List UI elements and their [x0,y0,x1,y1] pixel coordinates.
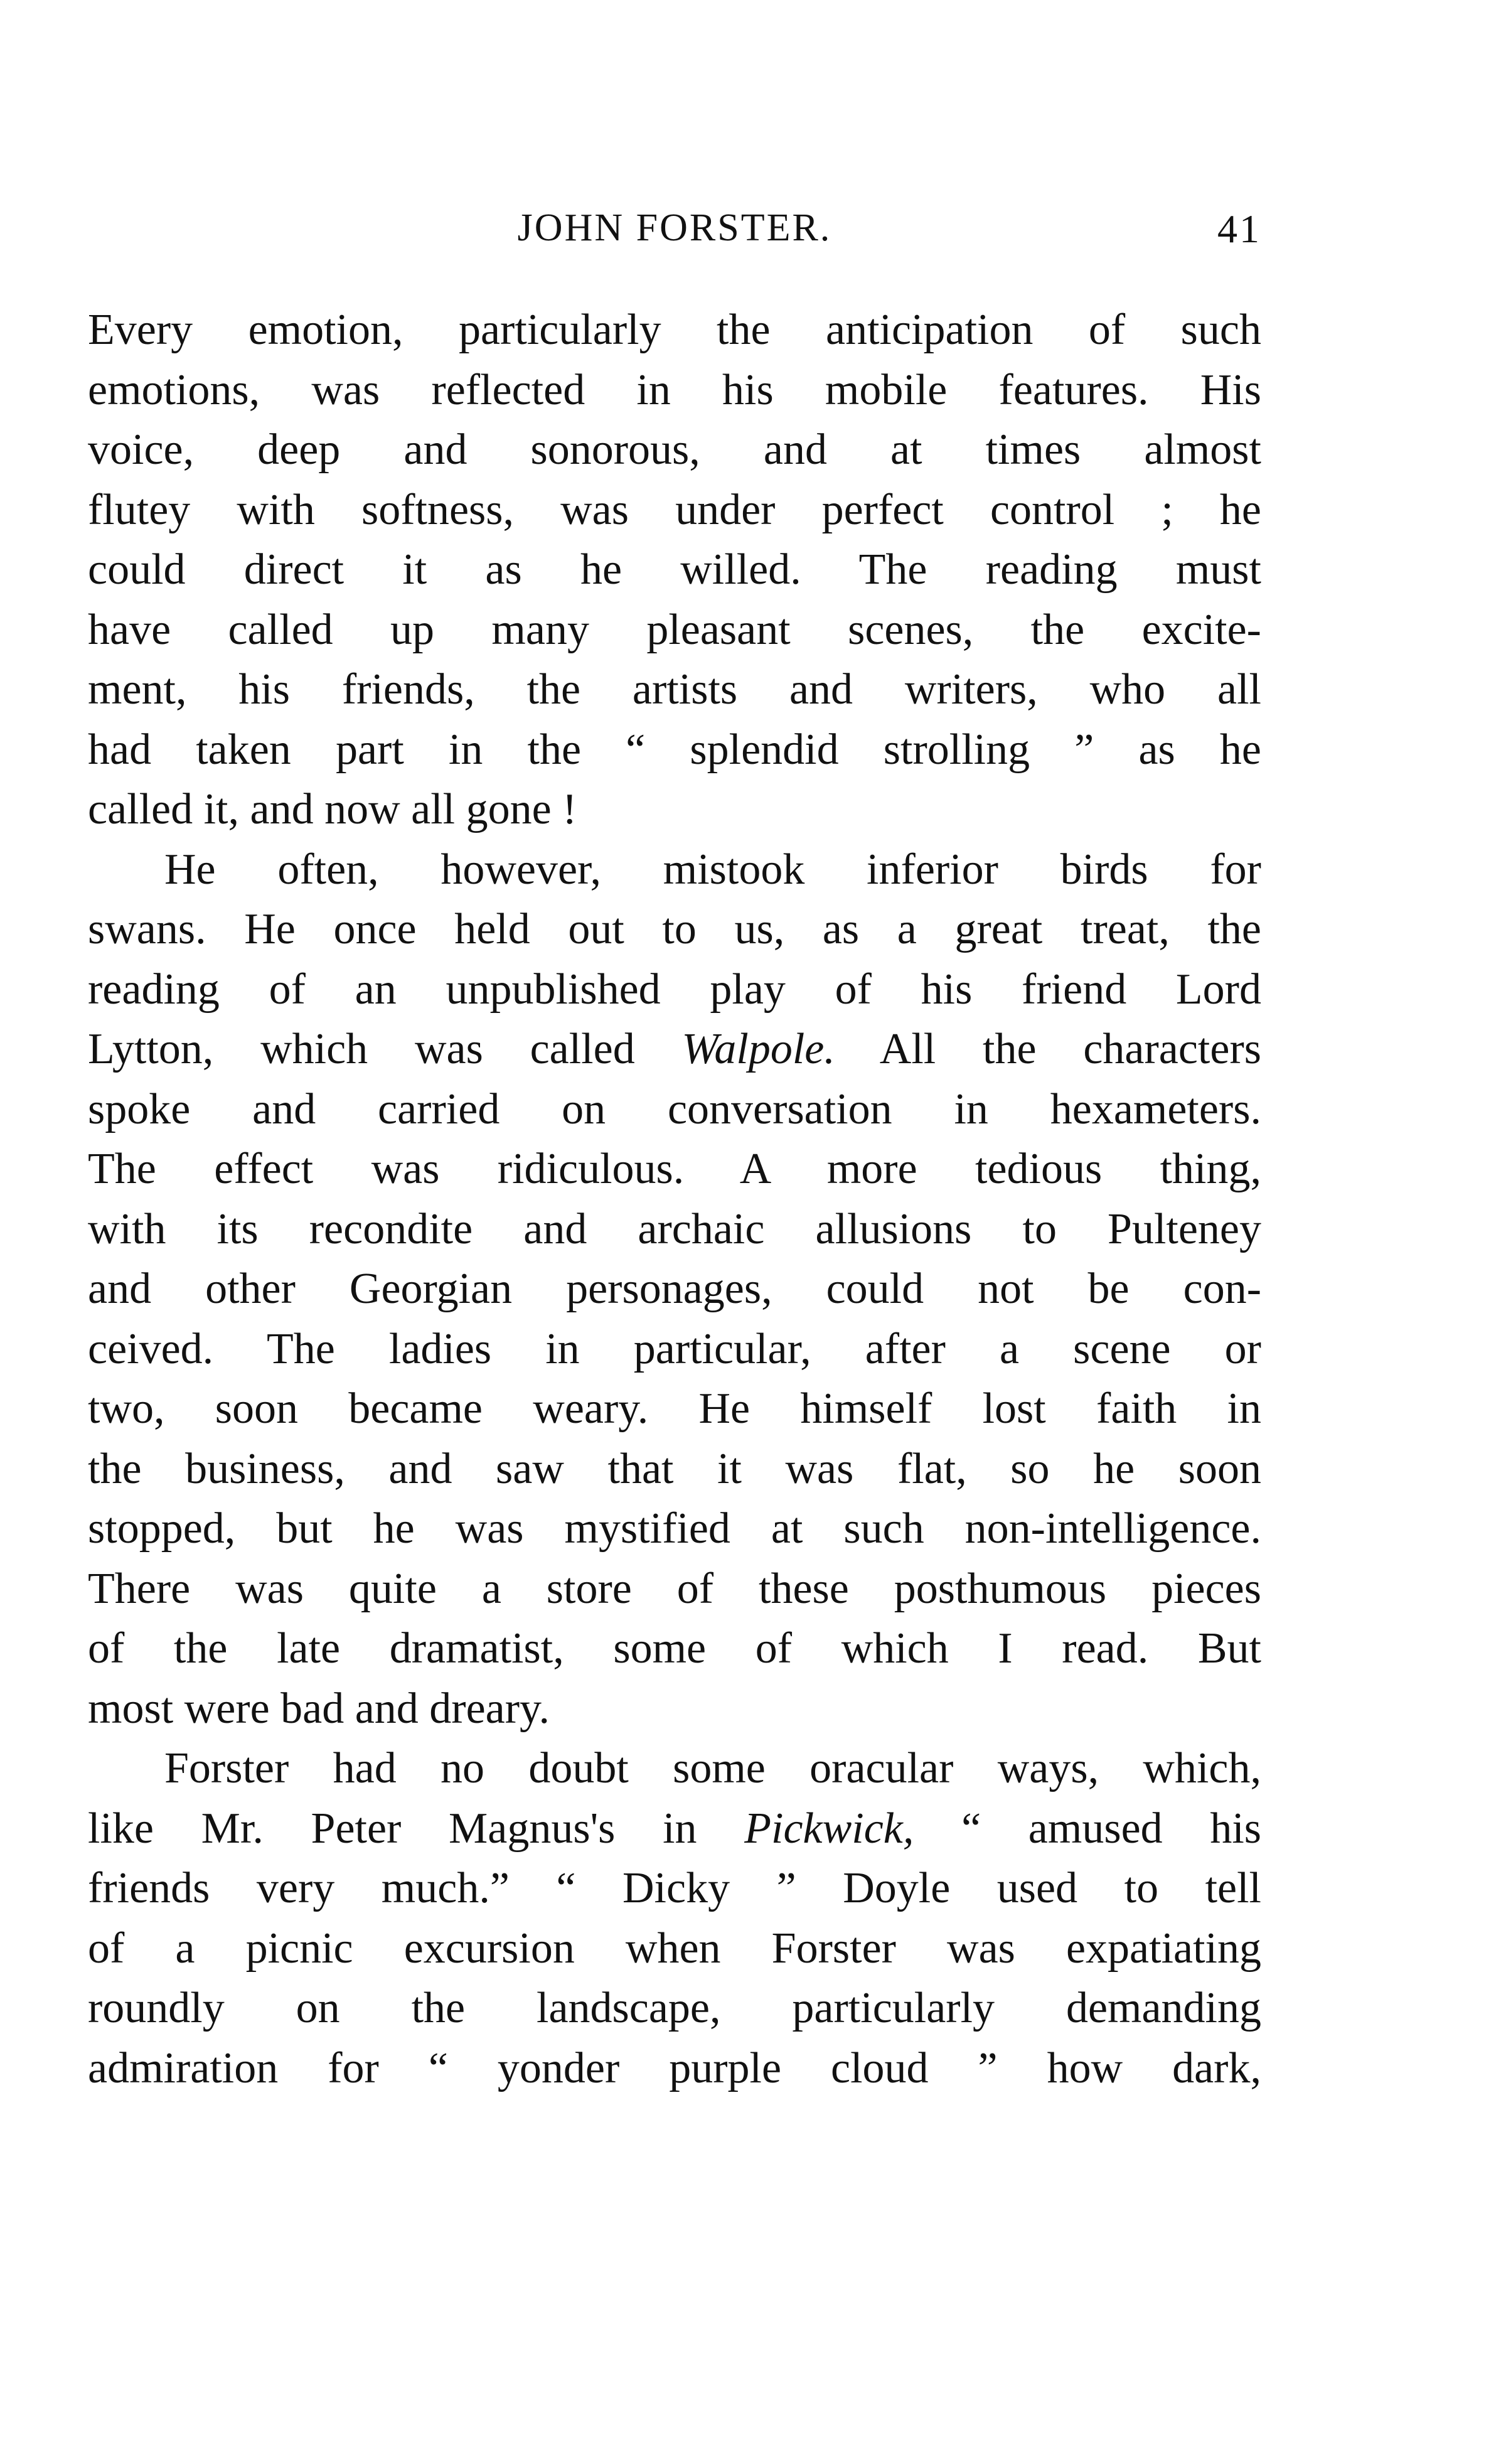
text-line [88,1799,1261,1859]
text-line: had taken part in the “ splendid strolling ” as he [88,725,1261,774]
text-line: of a picnic excursion when Forster was expatiating [88,1924,1261,1973]
text-line: with its recondite and archaic allusions to Pulteney [88,1204,1261,1253]
text-line: called it, and now all gone ! [88,785,577,833]
text-line: swans. He once held out to us, as a great treat, the [88,905,1261,953]
text-line: the business, and saw that it was flat, so he soon [88,1444,1261,1493]
text-line: voice, deep and sonorous, and at times almost [88,426,1261,474]
text-line: two, soon became weary. He himself lost faith in [88,1385,1261,1433]
text-segment: “ amused his [961,1804,1261,1853]
text-line: emotions, was reflected in his mobile features. His [88,365,1261,414]
text-line: friends very much.” “ Dicky ” Doyle used to tell [88,1864,1261,1912]
text-line: and other Georgian personages, could not be con- [88,1265,1261,1313]
text-segment: Lytton, which was called [88,1025,635,1073]
page-number: 41 [1217,206,1261,251]
text-line: ceived. The ladies in particular, after a scene or [88,1324,1261,1373]
text-line: Every emotion, particularly the anticipation of such [88,306,1261,354]
text-line: most were bad and dreary. [88,1684,550,1733]
text-segment: All the characters [879,1025,1261,1073]
text-line: of the late dramatist, some of which I read. But [88,1624,1261,1673]
running-title: JOHN FORSTER. [517,206,832,249]
text-line: could direct it as he willed. The reading must [88,545,1261,594]
text-line: roundly on the landscape, particularly demanding [88,1984,1261,2032]
text-line: flutey with softness, was under perfect control ; he [88,485,1261,534]
play-title: Walpole. [681,1025,835,1073]
running-head [88,206,1261,256]
text-line: Forster had no doubt some oracular ways, which, [164,1744,1261,1792]
text-line: There was quite a store of these posthumous pieces [88,1564,1261,1613]
text-line: reading of an unpublished play of his friend Lord [88,965,1261,1014]
text-line: have called up many pleasant scenes, the excite- [88,605,1261,654]
text-line [88,1019,1261,1079]
book-title: Pickwick, [744,1804,914,1853]
text-line: spoke and carried on conversation in hexameters. [88,1085,1261,1133]
text-segment: like Mr. Peter Magnus's in [88,1804,697,1853]
text-line: admiration for “ yonder purple cloud ” how dark, [88,2044,1261,2092]
text-line: He often, however, mistook inferior birds for [164,845,1261,894]
text-line: stopped, but he was mystified at such non-intelligence. [88,1504,1261,1553]
text-line: The effect was ridiculous. A more tedious thing, [88,1145,1261,1193]
text-line: ment, his friends, the artists and writers, who all [88,665,1261,714]
body-text [88,300,1261,2098]
